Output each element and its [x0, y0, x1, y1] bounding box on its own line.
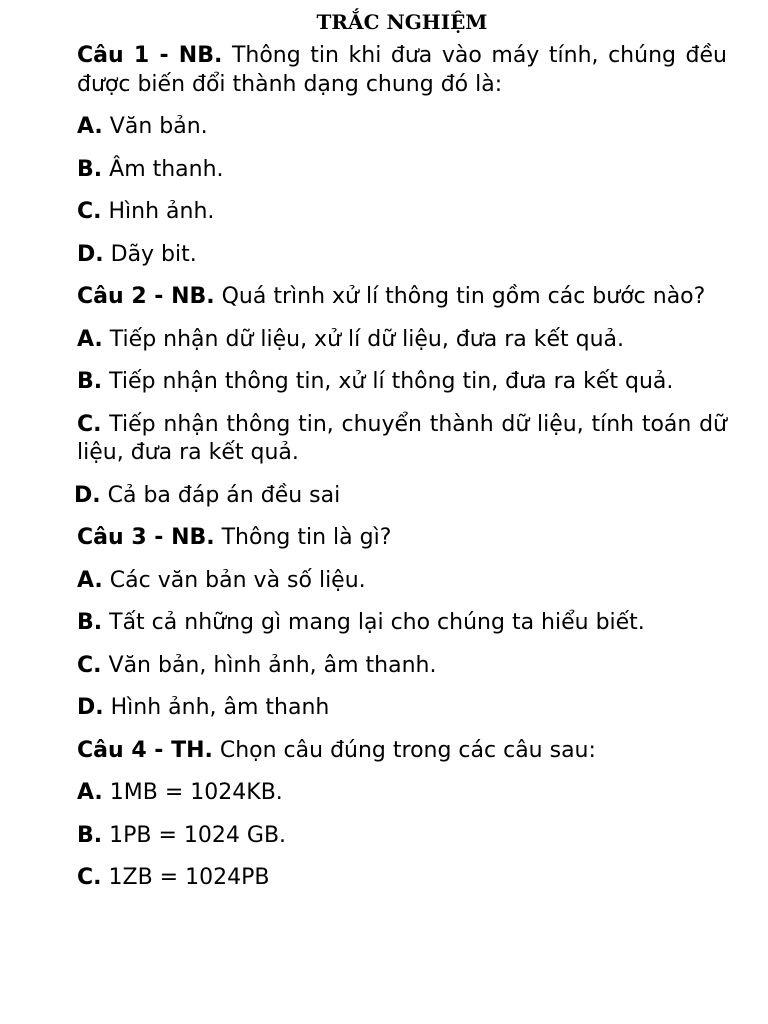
- option-2a: A. Tiếp nhận dữ liệu, xử lí dữ liệu, đưa ra kết quả.: [77, 326, 625, 352]
- option-3d: D. Hình ảnh, âm thanh: [77, 695, 330, 720]
- document-page: [74, 0, 728, 907]
- document-title: TRẮC NGHIỆM: [316, 10, 488, 34]
- question-2: [77, 283, 727, 312]
- option-4c: C. 1ZB = 1024PB: [77, 865, 270, 890]
- option-2b: B. Tiếp nhận thông tin, xử lí thông tin, đưa ra kết quả.: [77, 369, 674, 394]
- question-1: [77, 42, 727, 99]
- question-3: [77, 524, 727, 553]
- question-4: [77, 737, 727, 766]
- question-text: Thông tin khi đưa vào máy tính, chúng đều được biến đổi thành dạng chung đó là:: [77, 43, 727, 97]
- option-1b: B. Âm thanh.: [77, 156, 224, 182]
- option-1a: A. Văn bản.: [77, 114, 208, 139]
- option-3c: C. Văn bản, hình ảnh, âm thanh.: [77, 652, 437, 678]
- question-label: Câu 1 - NB.: [77, 43, 223, 68]
- option-3a: A. Các văn bản và số liệu.: [77, 567, 366, 593]
- question-text: Chọn câu đúng trong các câu sau:: [219, 737, 596, 763]
- option-2c: C. Tiếp nhận thông tin, chuyển thành dữ liệu, tính toán dữ liệu, đưa ra kết quả.: [77, 411, 728, 465]
- option-1c: C. Hình ảnh.: [77, 199, 215, 224]
- option-1d: D. Dãy bit.: [77, 241, 197, 267]
- option-3b: B. Tất cả những gì mang lại cho chúng ta hiểu biết.: [77, 610, 645, 635]
- question-label: Câu 4 - TH.: [77, 737, 213, 763]
- question-text: Thông tin là gì?: [221, 525, 392, 550]
- question-label: Câu 3 - NB.: [77, 525, 215, 550]
- question-label: Câu 2 - NB.: [77, 284, 215, 309]
- option-4a: A. 1MB = 1024KB.: [77, 780, 283, 805]
- option-4b: B. 1PB = 1024 GB.: [77, 822, 287, 848]
- option-2d: D. Cả ba đáp án đều sai: [74, 482, 341, 508]
- question-text: Quá trình xử lí thông tin gồm các bước nào?: [221, 284, 706, 309]
